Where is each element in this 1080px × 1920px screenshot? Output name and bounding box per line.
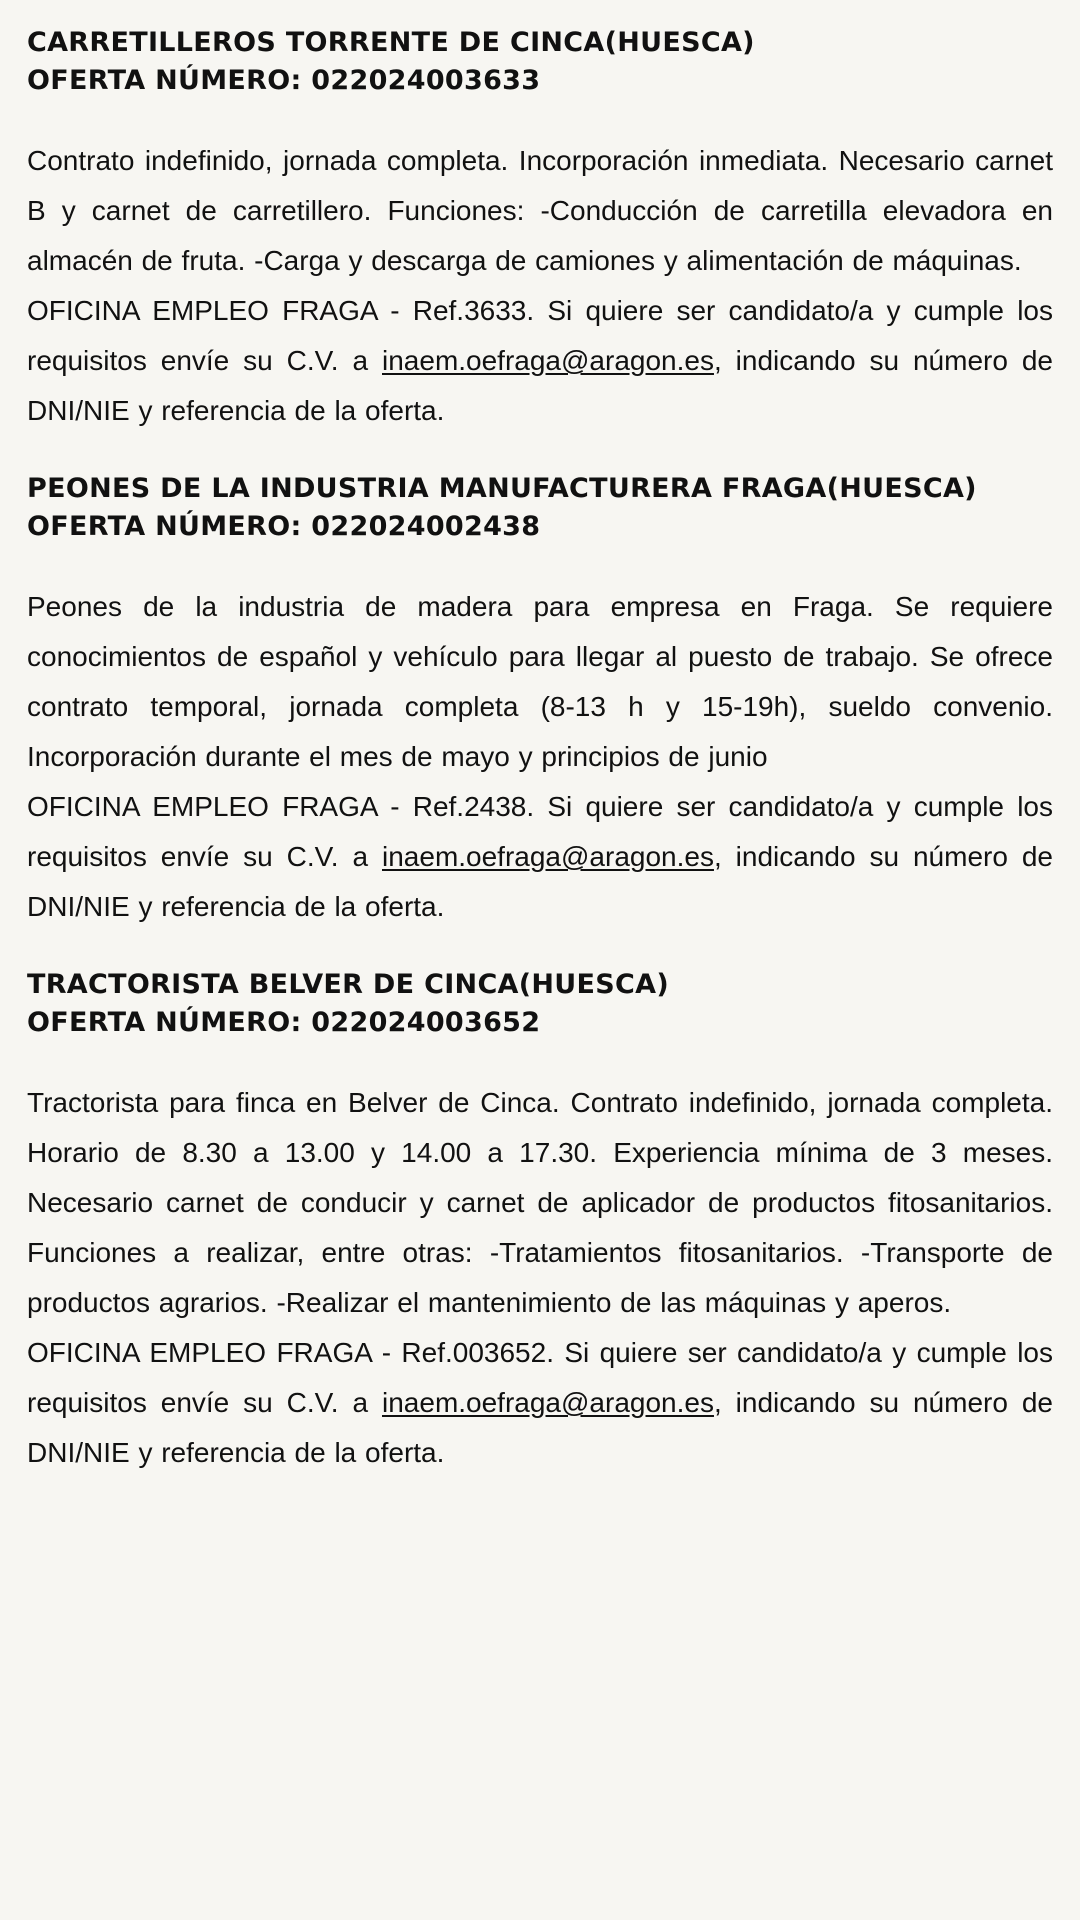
offer-body — [27, 582, 1053, 932]
email-link[interactable]: inaem.oefraga@aragon.es — [382, 1387, 714, 1418]
offer-title: CARRETILLEROS TORRENTE DE CINCA(HUESCA) — [27, 27, 755, 58]
offer-heading — [27, 24, 1053, 100]
email-link[interactable]: inaem.oefraga@aragon.es — [382, 841, 714, 872]
offer-title: PEONES DE LA INDUSTRIA MANUFACTURERA FRAGA(HUESCA) — [27, 473, 977, 504]
contact-text-end: , indicando su número de DNI/NIE y referencia de la oferta. — [27, 345, 1053, 426]
contact-text: OFICINA EMPLEO FRAGA - Ref.2438. Si quiere ser candidato/a y cumple los requisitos envíe su C.V. a — [27, 791, 1053, 872]
offer-description: Peones de la industria de madera para empresa en Fraga. Se requiere conocimientos de español y vehículo para llegar al puesto de trabajo. Se ofrece contrato temporal, jornada completa (8-13 h y 15-19h), sueldo convenio. Incorporación durante el mes de mayo y principios de junio — [27, 591, 1053, 772]
offer-heading — [27, 966, 1053, 1042]
offer-number: OFERTA NÚMERO: 022024002438 — [27, 511, 541, 542]
offer-contact — [27, 286, 1053, 436]
offer-contact — [27, 782, 1053, 932]
email-link[interactable]: inaem.oefraga@aragon.es — [382, 345, 714, 376]
contact-text: OFICINA EMPLEO FRAGA - Ref.3633. Si quiere ser candidato/a y cumple los requisitos envíe su C.V. a — [27, 295, 1053, 376]
offer-description: Contrato indefinido, jornada completa. Incorporación inmediata. Necesario carnet B y carnet de carretillero. Funciones: -Conducción de carretilla elevadora en almacén de fruta. -Carga y descarga de camiones y alimentación de máquinas. — [27, 145, 1053, 276]
contact-text: OFICINA EMPLEO FRAGA - Ref.003652. Si quiere ser candidato/a y cumple los requisitos envíe su C.V. a — [27, 1337, 1053, 1418]
offer-heading — [27, 470, 1053, 546]
contact-text-end: , indicando su número de DNI/NIE y referencia de la oferta. — [27, 841, 1053, 922]
offer-body — [27, 136, 1053, 436]
job-offer-peones — [27, 470, 1053, 932]
job-offer-tractorista — [27, 966, 1053, 1478]
contact-text-end: , indicando su número de DNI/NIE y referencia de la oferta. — [27, 1387, 1053, 1468]
offer-contact — [27, 1328, 1053, 1478]
offer-number: OFERTA NÚMERO: 022024003633 — [27, 65, 541, 96]
job-offer-carretilleros — [27, 24, 1053, 436]
offer-description: Tractorista para finca en Belver de Cinca. Contrato indefinido, jornada completa. Horario de 8.30 a 13.00 y 14.00 a 17.30. Experiencia mínima de 3 meses. Necesario carnet de conducir y carnet de aplicador de productos fitosanitarios. Funciones a realizar, entre otras: -Tratamientos fitosanitarios. -Transporte de productos agrarios. -Realizar el mantenimiento de las máquinas y aperos. — [27, 1087, 1053, 1318]
offer-body — [27, 1078, 1053, 1478]
offer-number: OFERTA NÚMERO: 022024003652 — [27, 1007, 541, 1038]
offer-title: TRACTORISTA BELVER DE CINCA(HUESCA) — [27, 969, 669, 1000]
